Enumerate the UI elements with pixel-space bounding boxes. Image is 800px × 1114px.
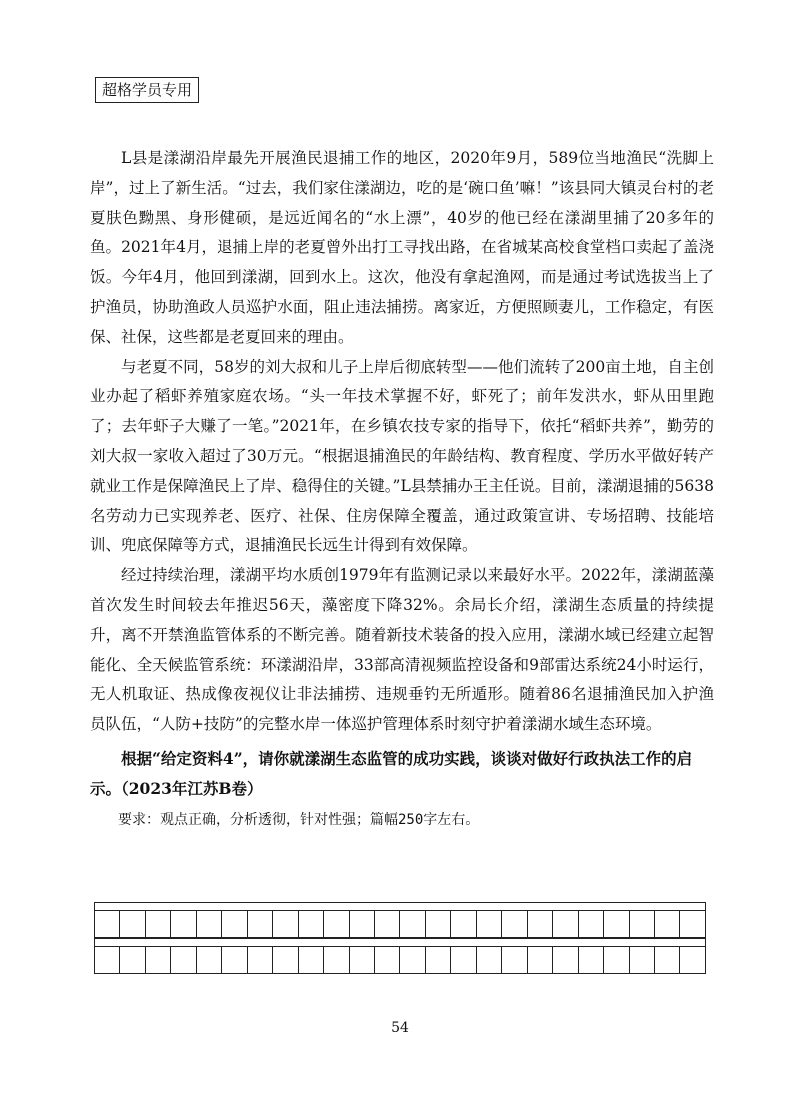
grid-cell[interactable]: [120, 946, 145, 974]
grid-row-1[interactable]: [94, 910, 706, 938]
grid-cell[interactable]: [171, 946, 196, 974]
grid-cell[interactable]: [400, 946, 425, 974]
document-body: [90, 144, 714, 834]
grid-cell[interactable]: [477, 946, 502, 974]
grid-cell[interactable]: [95, 910, 120, 938]
grid-cell[interactable]: [553, 946, 578, 974]
grid-cell[interactable]: [248, 946, 273, 974]
grid-cell[interactable]: [477, 910, 502, 938]
answer-grid[interactable]: [94, 902, 706, 974]
grid-cell[interactable]: [579, 946, 604, 974]
grid-cell[interactable]: [222, 946, 247, 974]
grid-cell[interactable]: [604, 946, 629, 974]
grid-cell[interactable]: [655, 946, 680, 974]
grid-cell[interactable]: [197, 910, 222, 938]
grid-cell[interactable]: [579, 910, 604, 938]
grid-separator: [94, 902, 706, 910]
grid-cell[interactable]: [553, 910, 578, 938]
requirement-text: 要求：观点正确，分析透彻，针对性强；篇幅250字左右。: [118, 811, 480, 828]
grid-cell[interactable]: [248, 910, 273, 938]
grid-cell[interactable]: [604, 910, 629, 938]
grid-cell[interactable]: [502, 946, 527, 974]
grid-cell[interactable]: [528, 910, 553, 938]
grid-cell[interactable]: [680, 910, 705, 938]
grid-cell[interactable]: [324, 946, 349, 974]
grid-cell[interactable]: [375, 946, 400, 974]
grid-cell[interactable]: [146, 946, 171, 974]
grid-cell[interactable]: [350, 946, 375, 974]
grid-cell[interactable]: [146, 910, 171, 938]
grid-cell[interactable]: [350, 910, 375, 938]
grid-cell[interactable]: [630, 946, 655, 974]
page-number: 54: [391, 1020, 409, 1036]
grid-cell[interactable]: [680, 946, 705, 974]
grid-cell[interactable]: [451, 910, 476, 938]
grid-cell[interactable]: [171, 910, 196, 938]
grid-cell[interactable]: [400, 910, 425, 938]
grid-cell[interactable]: [528, 946, 553, 974]
grid-cell[interactable]: [655, 910, 680, 938]
question-text: 根据“给定资料4”，请你就漾湖生态监管的成功实践，谈谈对做好行政执法工作的启示。（2023年江苏B卷）: [90, 748, 693, 798]
grid-cell[interactable]: [451, 946, 476, 974]
tag-label: 超格学员专用: [95, 77, 199, 103]
grid-cell[interactable]: [502, 910, 527, 938]
grid-cell[interactable]: [426, 910, 451, 938]
grid-cell[interactable]: [222, 910, 247, 938]
grid-cell[interactable]: [375, 910, 400, 938]
grid-cell[interactable]: [95, 946, 120, 974]
grid-row-2[interactable]: [94, 946, 706, 974]
grid-cell[interactable]: [299, 946, 324, 974]
grid-cell[interactable]: [299, 910, 324, 938]
grid-cell[interactable]: [426, 946, 451, 974]
grid-cell[interactable]: [273, 946, 298, 974]
paragraph-1: L县是漾湖沿岸最先开展渔民退捕工作的地区，2020年9月，589位当地渔民“洗脚上岸”，过上了新生活。“过去，我们家住漾湖边，吃的是‘碗口鱼’嘛！”该县同大镇灵台村的老夏肤色黝黑、身形健硕，是远近闻名的“水上漂”，40岁的他已经在漾湖里捕了20多年的鱼。2021年4月，退捕上岸的老夏曾外出打工寻找出路，在省城某高校食堂档口卖起了盖浇饭。今年4月，他回到漾湖，回到水上。这次，他没有拿起渔网，而是通过考试选拔当上了护渔员，协助渔政人员巡护水面，阻止违法捕捞。离家近，方便照顾妻儿，工作稳定，有医保、社保，这些都是老夏回来的理由。: [90, 149, 714, 346]
grid-cell[interactable]: [630, 910, 655, 938]
grid-cell[interactable]: [120, 910, 145, 938]
paragraph-3: 经过持续治理，漾湖平均水质创1979年有监测记录以来最好水平。2022年，漾湖蓝藻首次发生时间较去年推迟56天，藻密度下降32%。余局长介绍，漾湖生态质量的持续提升，离不开禁渔监管体系的不断完善。随着新技术装备的投入应用，漾湖水域已经建立起智能化、全天候监管系统：环漾湖沿岸，33部高清视频监控设备和9部雷达系统24小时运行，无人机取证、热成像夜视仪让非法捕捞、违规垂钓无所遁形。随着86名退捕渔民加入护渔员队伍，“人防+技防”的完整水岸一体巡护管理体系时刻守护着漾湖水域生态环境。: [90, 566, 714, 734]
paragraph-2: 与老夏不同，58岁的刘大叔和儿子上岸后彻底转型——他们流转了200亩土地，自主创业办起了稻虾养殖家庭农场。“头一年技术掌握不好，虾死了；前年发洪水，虾从田里跑了；去年虾子大赚了一笔。”2021年，在乡镇农技专家的指导下，依托“稻虾共养”，勤劳的刘大叔一家收入超过了30万元。“根据退捕渔民的年龄结构、教育程度、学历水平做好转产就业工作是保障渔民上了岸、稳得住的关键。”L县禁捕办王主任说。目前，漾湖退捕的5638名劳动力已实现养老、医疗、社保、住房保障全覆盖，通过政策宣讲、专场招聘、技能培训、兜底保障等方式，退捕渔民长远生计得到有效保障。: [90, 357, 714, 555]
grid-cell[interactable]: [273, 910, 298, 938]
grid-cell[interactable]: [197, 946, 222, 974]
grid-cell[interactable]: [324, 910, 349, 938]
grid-separator: [94, 938, 706, 946]
